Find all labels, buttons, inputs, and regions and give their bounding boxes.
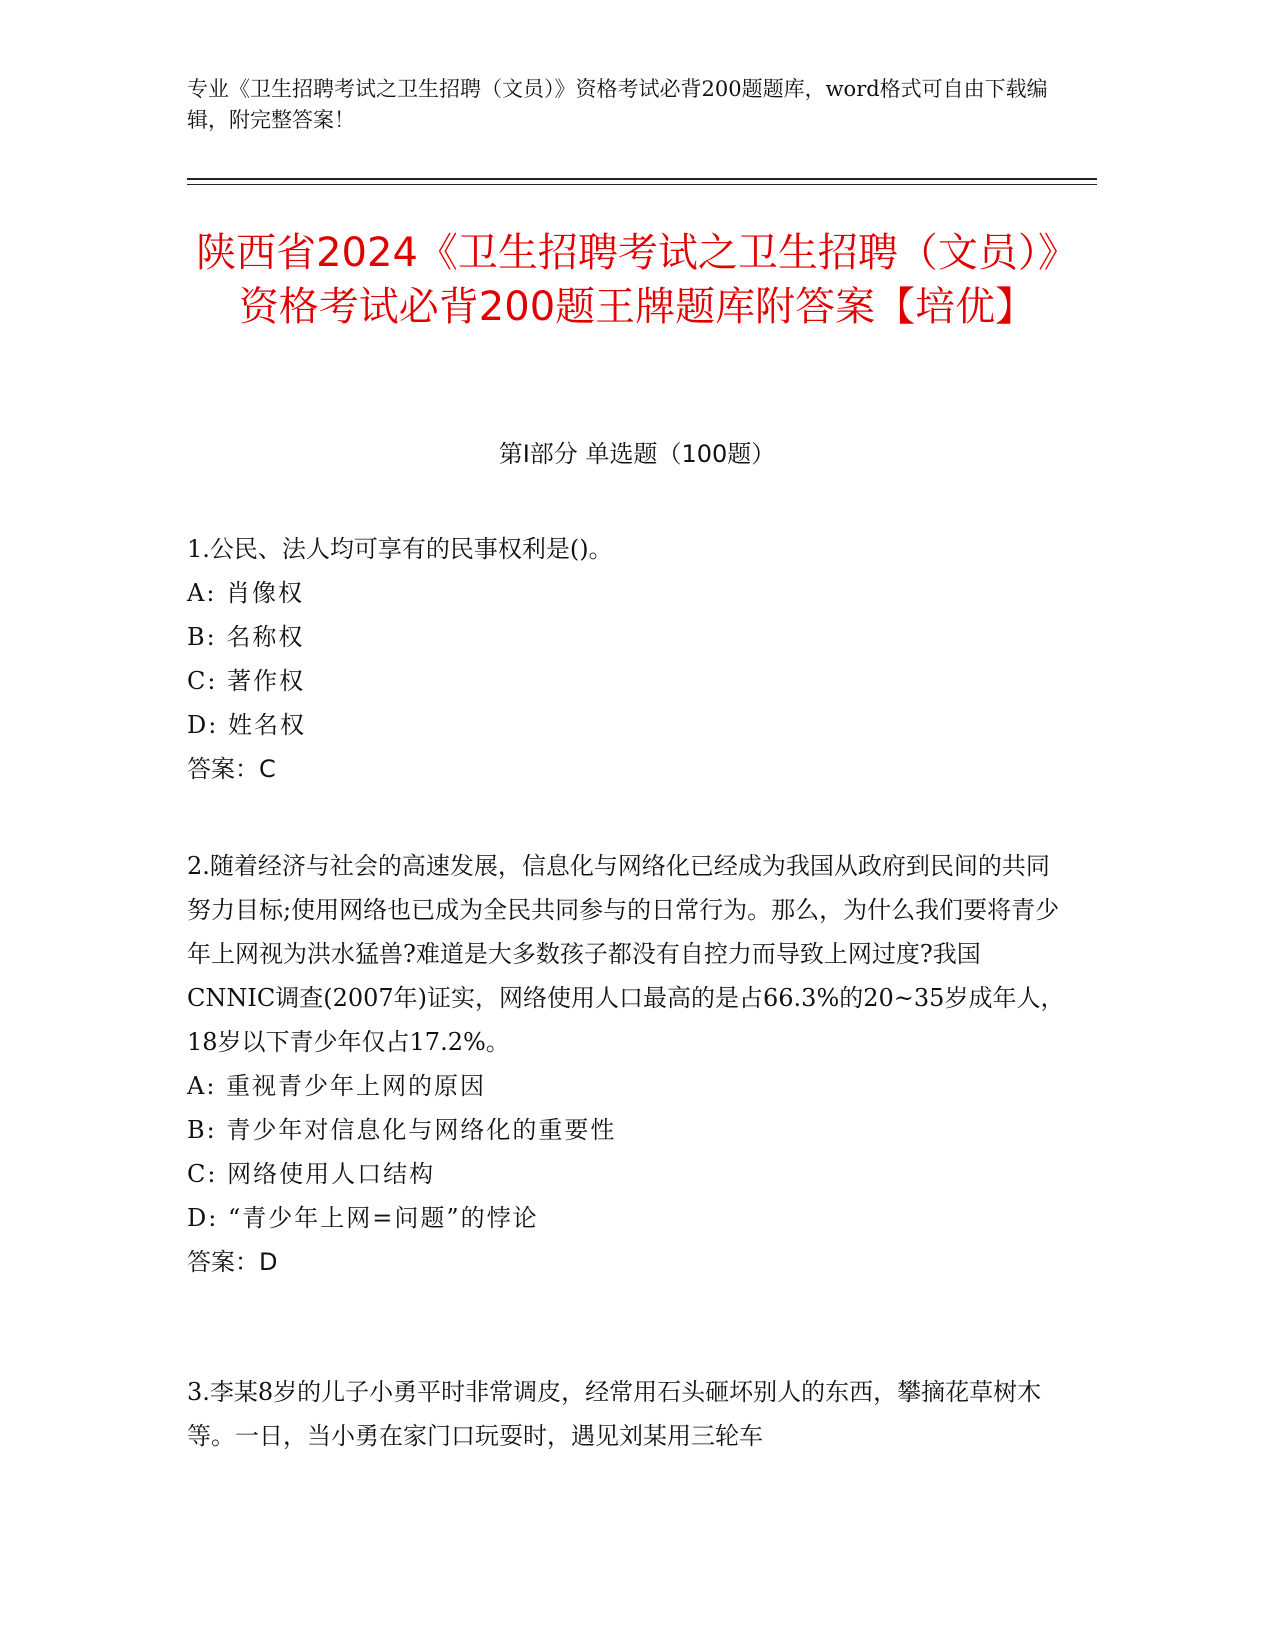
option-a: A: 肖像权 <box>187 579 305 607</box>
header-divider-thick <box>187 178 1097 180</box>
question-block <box>187 527 1067 791</box>
option-b: B: 名称权 <box>187 623 305 651</box>
document-title: 陕西省2024《卫生招聘考试之卫生招聘（文员）》资格考试必背200题王牌题库附答案【培优】 <box>196 230 1078 330</box>
question-block <box>187 1370 1067 1458</box>
option-c: C: 著作权 <box>187 667 306 695</box>
question-stem: 1.公民、法人均可享有的民事权利是()。 <box>187 535 613 563</box>
option-c: C: 网络使用人口结构 <box>187 1160 436 1188</box>
header-divider-thin <box>187 184 1097 185</box>
answer-line: 答案：C <box>187 755 276 783</box>
header-note: 专业《卫生招聘考试之卫生招聘（文员）》资格考试必背200题题库，word格式可自由下载编辑，附完整答案！ <box>187 77 1048 132</box>
option-d: D: 姓名权 <box>187 711 306 739</box>
option-a: A: 重视青少年上网的原因 <box>187 1072 487 1100</box>
question-block <box>187 844 1067 1284</box>
question-stem: 3.李某8岁的儿子小勇平时非常调皮，经常用石头砸坏别人的东西，攀摘花草树木等。一日，当小勇在家门口玩耍时，遇见刘某用三轮车 <box>187 1378 1042 1450</box>
answer-line: 答案：D <box>187 1248 278 1276</box>
option-b: B: 青少年对信息化与网络化的重要性 <box>187 1116 617 1144</box>
question-stem: 2.随着经济与社会的高速发展，信息化与网络化已经成为我国从政府到民间的共同努力目标;使用网络也已成为全民共同参与的日常行为。那么，为什么我们要将青少年上网视为洪水猛兽?难道是大多数孩子都没有自控力而导致上网过度?我国CNNIC调查(2007年)证实，网络使用人口最高的是占66.3%的20~35岁成年人，18岁以下青少年仅占17.2%。 <box>187 852 1065 1056</box>
section-heading: 第I部分 单选题（100题） <box>498 440 776 468</box>
option-d: D: “青少年上网=问题”的悖论 <box>187 1204 539 1232</box>
